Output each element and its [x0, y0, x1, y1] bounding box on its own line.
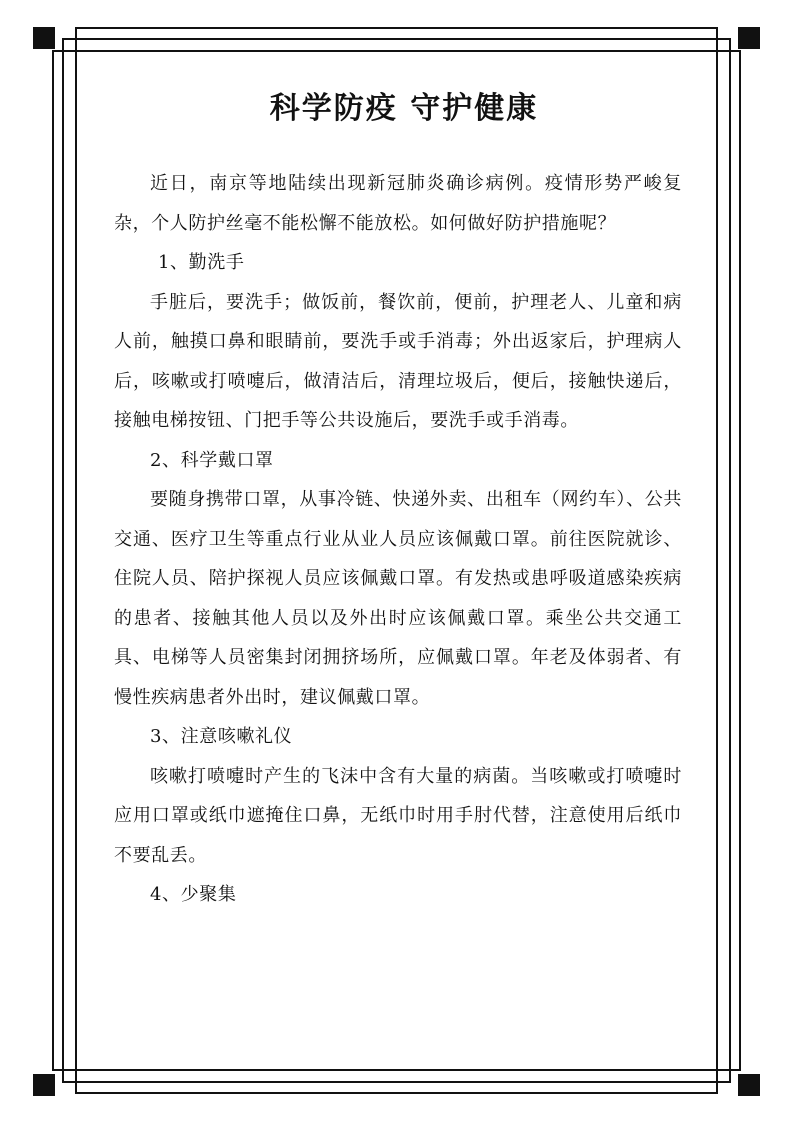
corner-ornament-bottom-left — [33, 1074, 55, 1096]
section-body-masks: 要随身携带口罩，从事冷链、快递外卖、出租车（网约车）、公共交通、医疗卫生等重点行业从业人员应该佩戴口罩。前往医院就诊、住院人员、陪护探视人员应该佩戴口罩。有发热或患呼吸道感染疾病的患者、接触其他人员以及外出时应该佩戴口罩。乘坐公共交通工具、电梯等人员密集封闭拥挤场所，应佩戴口罩。年老及体弱者、有慢性疾病患者外出时，建议佩戴口罩。 — [114, 489, 682, 708]
section-body-cough-etiquette: 咳嗽打喷嚏时产生的飞沫中含有大量的病菌。当咳嗽或打喷嚏时应用口罩或纸巾遮掩住口鼻，无纸巾时用手肘代替，注意使用后纸巾不要乱丢。 — [114, 765, 682, 866]
corner-ornament-top-right — [738, 27, 760, 49]
corner-ornament-top-left — [33, 27, 55, 49]
section-heading-handwashing: 1、勤洗手 — [158, 252, 245, 273]
section-heading-avoid-gathering: 4、少聚集 — [150, 884, 237, 905]
section-heading-cough-etiquette: 3、注意咳嗽礼仪 — [150, 726, 293, 747]
section-heading-masks: 2、科学戴口罩 — [150, 449, 274, 471]
intro-paragraph: 近日，南京等地陆续出现新冠肺炎确诊病例。疫情形势严峻复杂，个人防护丝毫不能松懈不能放松。如何做好防护措施呢？ — [114, 173, 682, 234]
page-title: 科学防疫 守护健康 — [269, 91, 539, 126]
document-body — [114, 88, 682, 915]
section-body-handwashing: 手脏后，要洗手；做饭前，餐饮前，便前，护理老人、儿童和病人前，触摸口鼻和眼睛前，要洗手或手消毒；外出返家后，护理病人后，咳嗽或打喷嚏后，做清洁后，清理垃圾后，便后，接触快递后，接触电梯按钮、门把手等公共设施后，要洗手或手消毒。 — [114, 291, 682, 431]
corner-ornament-bottom-right — [738, 1074, 760, 1096]
